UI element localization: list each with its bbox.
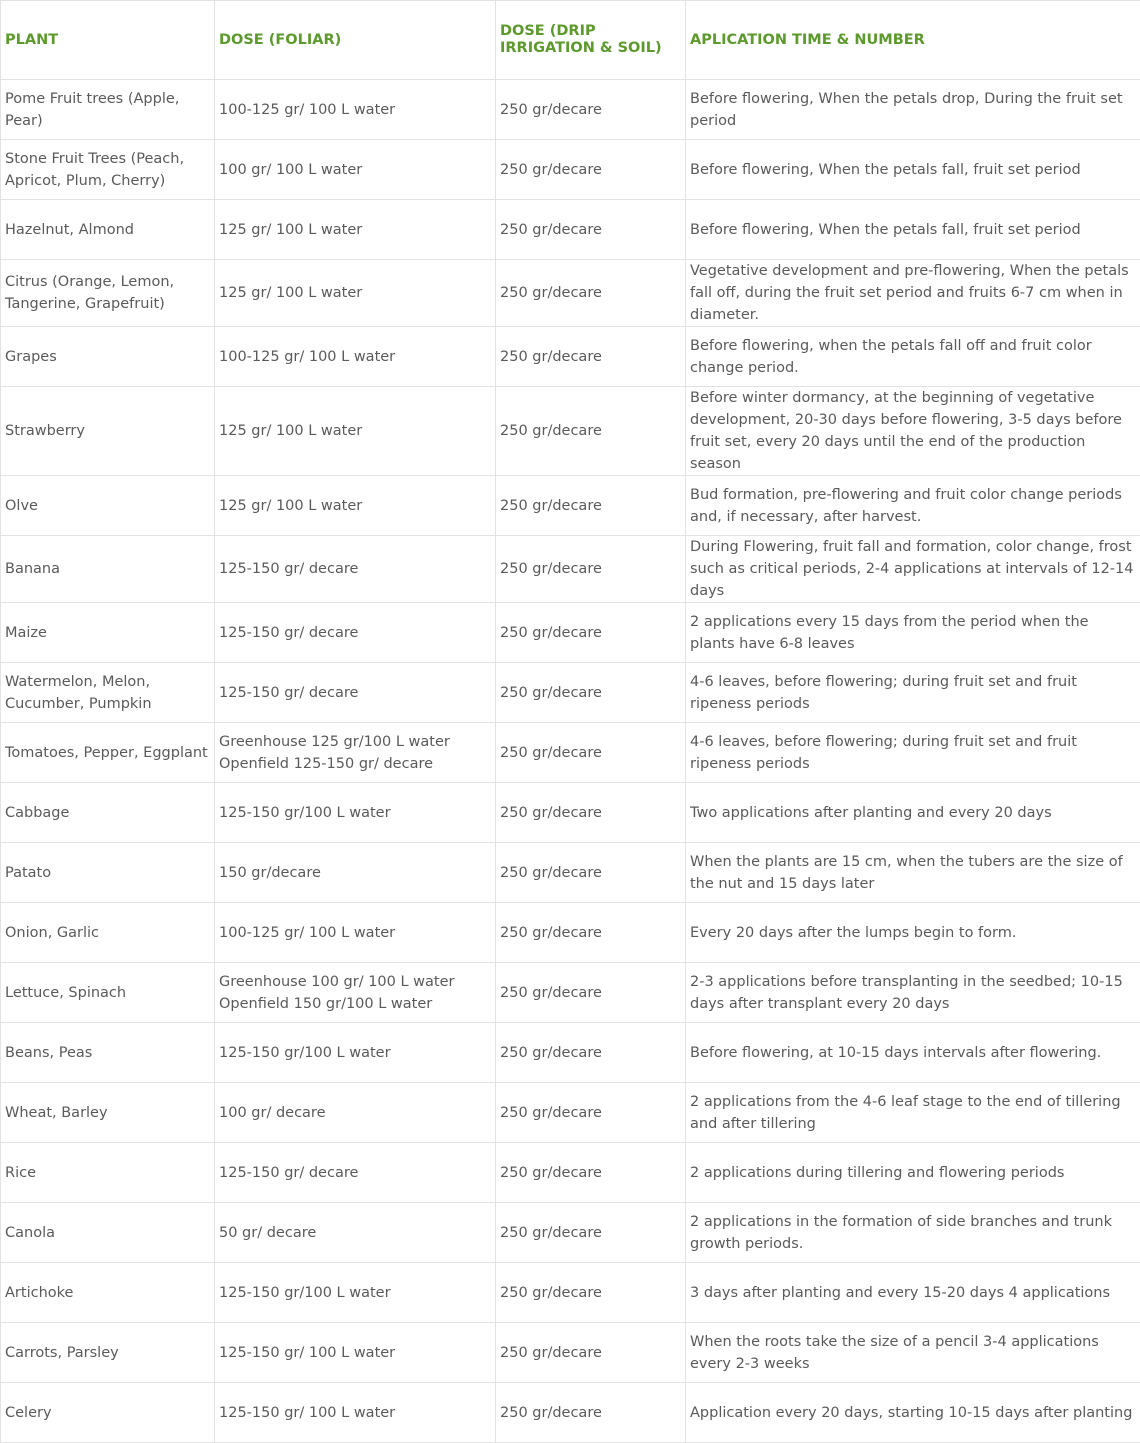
dose-foliar-cell: 100 gr/ 100 L water: [215, 140, 496, 200]
dose-drip-cell: 250 gr/decare: [496, 260, 686, 327]
dose-drip-cell: 250 gr/decare: [496, 1023, 686, 1083]
header-dose-drip: DOSE (DRIP IRRIGATION & SOIL): [496, 1, 686, 80]
table-row: [1, 260, 1140, 327]
header-row: [1, 1, 1140, 80]
dose-drip-cell: 250 gr/decare: [496, 963, 686, 1023]
dose-drip-cell: 250 gr/decare: [496, 663, 686, 723]
plant-cell: Patato: [1, 843, 215, 903]
plant-cell: Watermelon, Melon, Cucumber, Pumpkin: [1, 663, 215, 723]
dose-foliar-cell: 125-150 gr/ decare: [215, 663, 496, 723]
application-time-cell: When the roots take the size of a pencil 3-4 applications every 2-3 weeks: [686, 1323, 1140, 1383]
application-time-cell: Before flowering, at 10-15 days intervals after flowering.: [686, 1023, 1140, 1083]
dose-drip-cell: 250 gr/decare: [496, 843, 686, 903]
dose-drip-cell: 250 gr/decare: [496, 1383, 686, 1443]
table-body: [1, 80, 1140, 1443]
dose-foliar-cell: 100-125 gr/ 100 L water: [215, 80, 496, 140]
application-time-cell: 4-6 leaves, before flowering; during fruit set and fruit ripeness periods: [686, 723, 1140, 783]
table-row: [1, 1263, 1140, 1323]
application-time-cell: Before winter dormancy, at the beginning of vegetative development, 20-30 days before flowering, 3-5 days before fruit set, every 20 days until the end of the production season: [686, 387, 1140, 476]
table-row: [1, 80, 1140, 140]
application-time-cell: Before flowering, When the petals fall, fruit set period: [686, 140, 1140, 200]
application-time-cell: Before flowering, when the petals fall off and fruit color change period.: [686, 327, 1140, 387]
dose-foliar-cell: 100 gr/ decare: [215, 1083, 496, 1143]
table-row: [1, 843, 1140, 903]
plant-cell: Celery: [1, 1383, 215, 1443]
header-application-time: APLICATION TIME & NUMBER: [686, 1, 1140, 80]
table-row: [1, 963, 1140, 1023]
application-time-cell: Before flowering, When the petals fall, fruit set period: [686, 200, 1140, 260]
dose-drip-cell: 250 gr/decare: [496, 1323, 686, 1383]
table-row: [1, 603, 1140, 663]
table-row: [1, 1203, 1140, 1263]
dose-drip-cell: 250 gr/decare: [496, 723, 686, 783]
application-time-cell: Application every 20 days, starting 10-15 days after planting: [686, 1383, 1140, 1443]
dose-foliar-cell: 50 gr/ decare: [215, 1203, 496, 1263]
application-time-cell: 4-6 leaves, before flowering; during fruit set and fruit ripeness periods: [686, 663, 1140, 723]
table-row: [1, 536, 1140, 603]
plant-cell: Tomatoes, Pepper, Eggplant: [1, 723, 215, 783]
application-time-cell: 2 applications during tillering and flowering periods: [686, 1143, 1140, 1203]
application-time-cell: 2 applications in the formation of side branches and trunk growth periods.: [686, 1203, 1140, 1263]
plant-cell: Pome Fruit trees (Apple, Pear): [1, 80, 215, 140]
plant-cell: Olve: [1, 476, 215, 536]
plant-cell: Carrots, Parsley: [1, 1323, 215, 1383]
table-row: [1, 783, 1140, 843]
dose-foliar-cell: 125 gr/ 100 L water: [215, 260, 496, 327]
table-row: [1, 1023, 1140, 1083]
table-row: [1, 476, 1140, 536]
table-row: [1, 663, 1140, 723]
dose-drip-cell: 250 gr/decare: [496, 903, 686, 963]
plant-cell: Grapes: [1, 327, 215, 387]
dose-foliar-cell: 125-150 gr/ 100 L water: [215, 1323, 496, 1383]
dose-drip-cell: 250 gr/decare: [496, 536, 686, 603]
table-row: [1, 723, 1140, 783]
dose-drip-cell: 250 gr/decare: [496, 327, 686, 387]
dose-drip-cell: 250 gr/decare: [496, 80, 686, 140]
header-dose-foliar: DOSE (FOLIAR): [215, 1, 496, 80]
plant-cell: Lettuce, Spinach: [1, 963, 215, 1023]
dose-foliar-cell: 125-150 gr/100 L water: [215, 1023, 496, 1083]
table-row: [1, 1323, 1140, 1383]
dose-foliar-cell: 125-150 gr/100 L water: [215, 783, 496, 843]
dose-drip-cell: 250 gr/decare: [496, 140, 686, 200]
table-row: [1, 1383, 1140, 1443]
application-time-cell: Before flowering, When the petals drop, During the fruit set period: [686, 80, 1140, 140]
plant-cell: Hazelnut, Almond: [1, 200, 215, 260]
plant-cell: Onion, Garlic: [1, 903, 215, 963]
dose-foliar-cell: Greenhouse 125 gr/100 L water Openfield 125-150 gr/ decare: [215, 723, 496, 783]
application-time-cell: When the plants are 15 cm, when the tubers are the size of the nut and 15 days later: [686, 843, 1140, 903]
dose-foliar-cell: 125-150 gr/ decare: [215, 1143, 496, 1203]
dose-foliar-cell: 100-125 gr/ 100 L water: [215, 903, 496, 963]
plant-cell: Citrus (Orange, Lemon, Tangerine, Grapefruit): [1, 260, 215, 327]
plant-cell: Rice: [1, 1143, 215, 1203]
dose-foliar-cell: 125-150 gr/ decare: [215, 536, 496, 603]
plant-cell: Stone Fruit Trees (Peach, Apricot, Plum, Cherry): [1, 140, 215, 200]
application-time-cell: 2-3 applications before transplanting in the seedbed; 10-15 days after transplant every 20 days: [686, 963, 1140, 1023]
plant-cell: Beans, Peas: [1, 1023, 215, 1083]
dose-foliar-cell: 125 gr/ 100 L water: [215, 387, 496, 476]
plant-cell: Artichoke: [1, 1263, 215, 1323]
dose-foliar-cell: 150 gr/decare: [215, 843, 496, 903]
dose-drip-cell: 250 gr/decare: [496, 1143, 686, 1203]
plant-cell: Maize: [1, 603, 215, 663]
application-time-cell: Two applications after planting and every 20 days: [686, 783, 1140, 843]
table-row: [1, 387, 1140, 476]
table-header: [1, 1, 1140, 80]
application-time-cell: 2 applications from the 4-6 leaf stage to the end of tillering and after tillering: [686, 1083, 1140, 1143]
application-time-cell: 2 applications every 15 days from the period when the plants have 6-8 leaves: [686, 603, 1140, 663]
plant-cell: Canola: [1, 1203, 215, 1263]
table-row: [1, 903, 1140, 963]
dose-drip-cell: 250 gr/decare: [496, 783, 686, 843]
plant-cell: Strawberry: [1, 387, 215, 476]
dose-drip-cell: 250 gr/decare: [496, 476, 686, 536]
table-row: [1, 327, 1140, 387]
plant-cell: Cabbage: [1, 783, 215, 843]
table-row: [1, 140, 1140, 200]
dose-drip-cell: 250 gr/decare: [496, 387, 686, 476]
application-time-cell: 3 days after planting and every 15-20 days 4 applications: [686, 1263, 1140, 1323]
dose-drip-cell: 250 gr/decare: [496, 1263, 686, 1323]
dose-drip-cell: 250 gr/decare: [496, 1203, 686, 1263]
dose-drip-cell: 250 gr/decare: [496, 200, 686, 260]
application-time-cell: Vegetative development and pre-flowering, When the petals fall off, during the fruit set period and fruits 6-7 cm when in diameter.: [686, 260, 1140, 327]
header-plant: PLANT: [1, 1, 215, 80]
dose-foliar-cell: 100-125 gr/ 100 L water: [215, 327, 496, 387]
plant-cell: Wheat, Barley: [1, 1083, 215, 1143]
dose-foliar-cell: Greenhouse 100 gr/ 100 L water Openfield 150 gr/100 L water: [215, 963, 496, 1023]
table-row: [1, 200, 1140, 260]
table-row: [1, 1083, 1140, 1143]
application-time-cell: Every 20 days after the lumps begin to form.: [686, 903, 1140, 963]
plant-cell: Banana: [1, 536, 215, 603]
application-time-cell: During Flowering, fruit fall and formation, color change, frost such as critical periods, 2-4 applications at intervals of 12-14 days: [686, 536, 1140, 603]
dose-drip-cell: 250 gr/decare: [496, 1083, 686, 1143]
table-row: [1, 1143, 1140, 1203]
dose-foliar-cell: 125-150 gr/ 100 L water: [215, 1383, 496, 1443]
application-time-cell: Bud formation, pre-flowering and fruit color change periods and, if necessary, after harvest.: [686, 476, 1140, 536]
dose-foliar-cell: 125 gr/ 100 L water: [215, 200, 496, 260]
dose-foliar-cell: 125 gr/ 100 L water: [215, 476, 496, 536]
dose-foliar-cell: 125-150 gr/ decare: [215, 603, 496, 663]
dose-drip-cell: 250 gr/decare: [496, 603, 686, 663]
dose-foliar-cell: 125-150 gr/100 L water: [215, 1263, 496, 1323]
